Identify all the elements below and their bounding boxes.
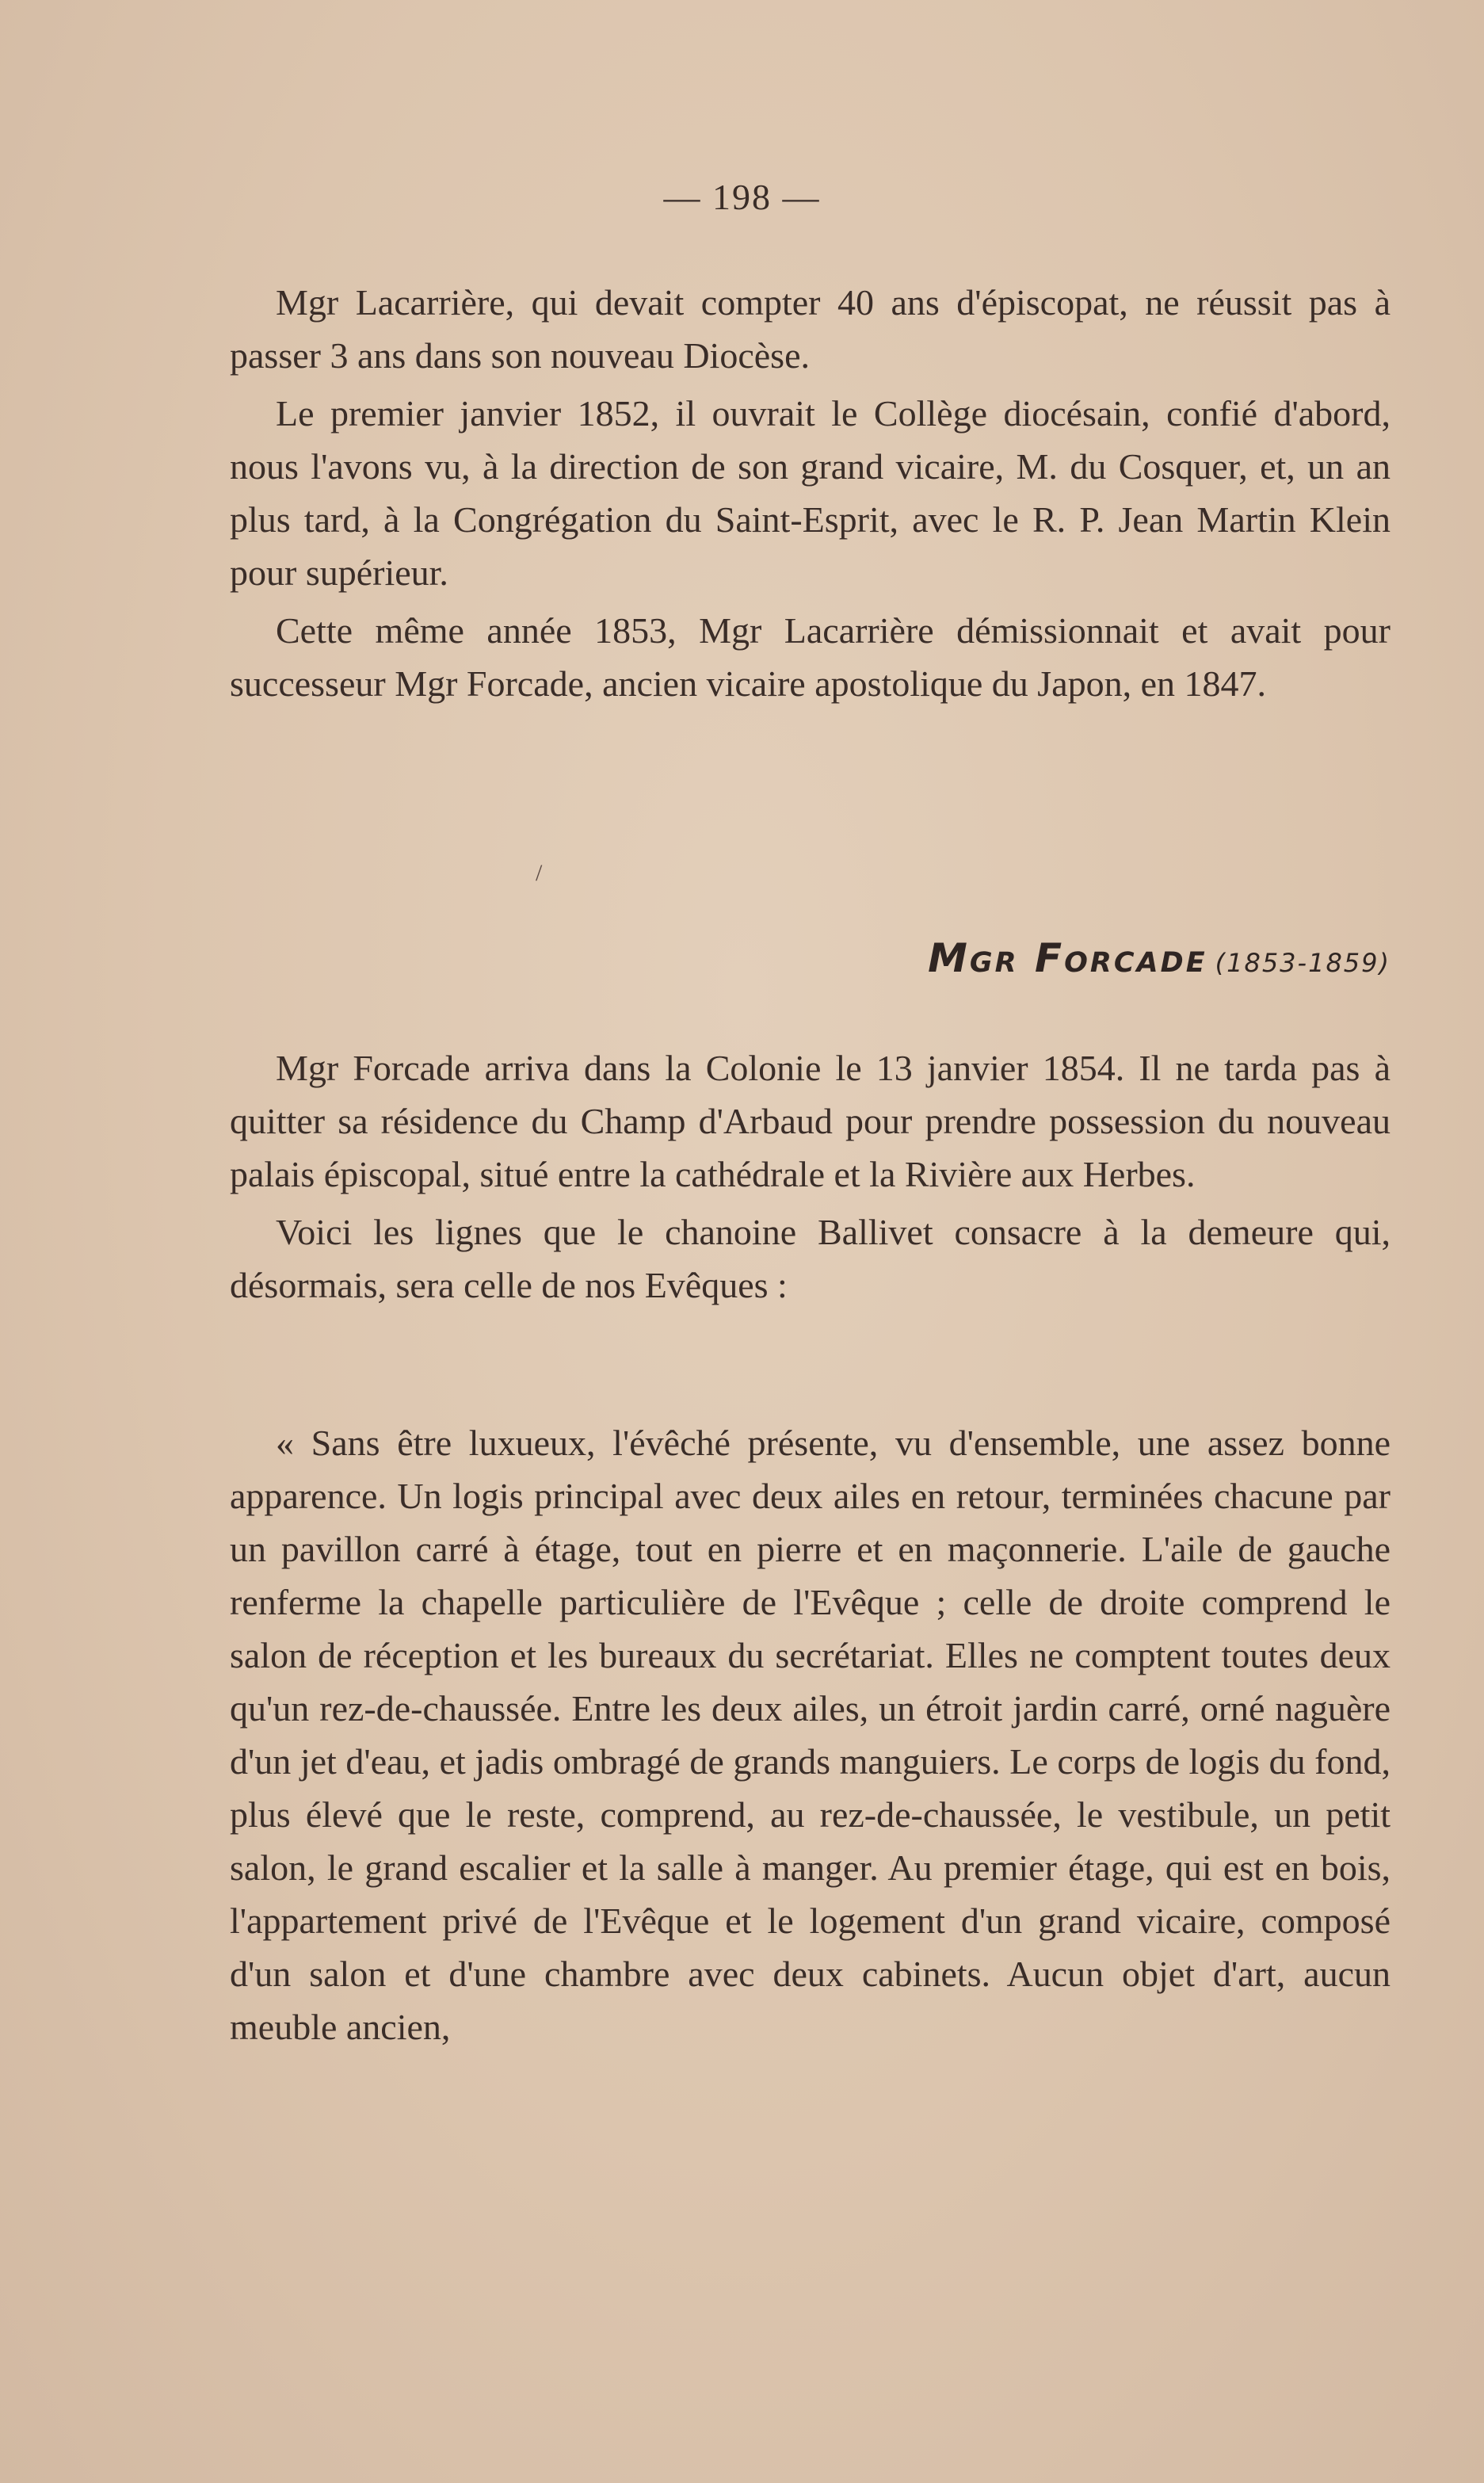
text-block-arrival: [230, 1041, 1391, 1312]
page-number: — 198 —: [663, 177, 821, 217]
section-heading: [928, 935, 1391, 981]
paragraph: Mgr Forcade arriva dans la Colonie le 13 janvier 1854. Il ne tarda pas à quitter sa résidence du Champ d'Arbaud pour prendre possession du nouveau palais épiscopal, situé entre la cathédrale et la Rivière aux Herbes.: [230, 1048, 1391, 1194]
text-block-quotation: [230, 1416, 1391, 2053]
quotation-paragraph: « Sans être luxueux, l'évêché présente, vu d'ensemble, une assez bonne apparence. Un logis principal avec deux ailes en retour, terminées chacune par un pavillon carré à étage, tout en pierre et en maçonnerie. L'aile de gauche renferme la chapelle particulière de l'Evêque ; celle de droite comprend le salon de réception et les bureaux du secrétariat. Elles ne comptent toutes deux qu'un rez-de-chaussée. Entre les deux ailes, un étroit jardin carré, orné naguère d'un jet d'eau, et jadis ombragé de grands manguiers. Le corps de logis du fond, plus élevé que le reste, comprend, au rez-de-chaussée, le vestibule, un petit salon, le grand escalier et la salle à manger. Au premier étage, qui est en bois, l'appartement privé de l'Evêque et le logement d'un grand vicaire, composé d'un salon et d'une chambre avec deux cabinets. Aucun objet d'art, aucun meuble ancien,: [230, 1423, 1391, 2047]
section-heading-dates: (1853-1859): [1215, 948, 1391, 978]
paragraph: Voici les lignes que le chanoine Ballivet consacre à la demeure qui, désormais, sera celle de nos Evêques :: [230, 1212, 1391, 1305]
stray-ink-mark: /: [536, 860, 543, 886]
paragraph: Mgr Lacarrière, qui devait compter 40 ans d'épiscopat, ne réussit pas à passer 3 ans dans son nouveau Diocèse.: [230, 282, 1391, 376]
section-heading-name: Mgr Forcade: [928, 935, 1207, 981]
text-block-intro: [230, 276, 1391, 710]
paragraph: Le premier janvier 1852, il ouvrait le Collège diocésain, confié d'abord, nous l'avons vu, à la direction de son grand vicaire, M. du Cosquer, et, un an plus tard, à la Congrégation du Saint-Esprit, avec le R. P. Jean Martin Klein pour supérieur.: [230, 393, 1391, 593]
paragraph: Cette même année 1853, Mgr Lacarrière démissionnait et avait pour successeur Mgr Forcade, ancien vicaire apostolique du Japon, en 1847.: [230, 610, 1391, 704]
